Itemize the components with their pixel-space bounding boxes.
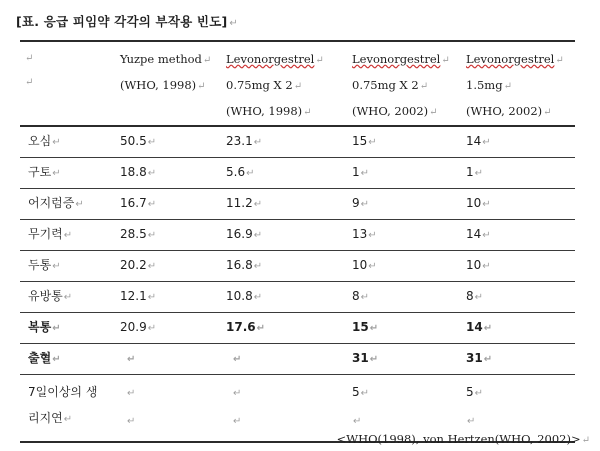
cell-v2: 17.6↵	[222, 313, 348, 344]
cell-v2: 23.1↵	[222, 126, 348, 158]
cell-v4: 8↵	[462, 282, 575, 313]
row-label: 7일이상의 생 리지연↵	[20, 375, 116, 443]
cell-v2: 10.8↵	[222, 282, 348, 313]
cell-v3: 9↵	[348, 189, 462, 220]
row-label: 무기력↵	[20, 220, 116, 251]
cell-v4: 14↵	[462, 126, 575, 158]
cell-v1: 20.2↵	[116, 251, 222, 282]
cell-v4: 10↵	[462, 251, 575, 282]
source-citation: <WHO(1998), von Hertzen(WHO, 2002)>↵	[336, 432, 590, 446]
cell-v3: 8↵	[348, 282, 462, 313]
table-row	[20, 158, 575, 189]
cell-v4: 10↵	[462, 189, 575, 220]
cell-v2: ↵ ↵	[222, 375, 348, 443]
table-row	[20, 126, 575, 158]
cell-v1: 28.5↵	[116, 220, 222, 251]
cell-v4: 31↵	[462, 344, 575, 375]
header-cell-empty: ↵ ↵	[20, 41, 116, 126]
cell-v1: 12.1↵	[116, 282, 222, 313]
cell-v3: 13↵	[348, 220, 462, 251]
cell-v2: 5.6↵	[222, 158, 348, 189]
table-row	[20, 189, 575, 220]
cell-v1: 20.9↵	[116, 313, 222, 344]
cell-v2: ↵	[222, 344, 348, 375]
table-row	[20, 251, 575, 282]
table-row	[20, 313, 575, 344]
cell-v2: 11.2↵	[222, 189, 348, 220]
cell-v3: 31↵	[348, 344, 462, 375]
header-lng-15-2002: Levonorgestrel↵ 1.5mg↵ (WHO, 2002)↵	[462, 41, 575, 126]
row-label: 어지럼증↵	[20, 189, 116, 220]
row-label: 두통↵	[20, 251, 116, 282]
cell-v2: 16.8↵	[222, 251, 348, 282]
cell-v4: 5↵ ↵	[462, 375, 575, 443]
row-label: 복통↵	[20, 313, 116, 344]
cell-v1: ↵ ↵	[116, 375, 222, 443]
row-label: 오심↵	[20, 126, 116, 158]
cell-v2: 16.9↵	[222, 220, 348, 251]
row-label: 유방통↵	[20, 282, 116, 313]
cell-v1: 18.8↵	[116, 158, 222, 189]
cell-v1: 16.7↵	[116, 189, 222, 220]
cell-v1: 50.5↵	[116, 126, 222, 158]
table-row	[20, 282, 575, 313]
row-label: 구토↵	[20, 158, 116, 189]
table-row	[20, 344, 575, 375]
table-title: [표. 응급 피임약 각각의 부작용 빈도] ↵	[16, 14, 238, 29]
row-label: 출혈↵	[20, 344, 116, 375]
header-yuzpe: Yuzpe method↵ (WHO, 1998)↵	[116, 41, 222, 126]
cell-v3: 15↵	[348, 126, 462, 158]
cell-v4: 14↵	[462, 313, 575, 344]
cell-v3: 1↵	[348, 158, 462, 189]
cell-v4: 1↵	[462, 158, 575, 189]
header-row	[20, 41, 575, 126]
header-lng-075-2002: Levonorgestrel↵ 0.75mg X 2↵ (WHO, 2002)↵	[348, 41, 462, 126]
cell-v3: 5↵ ↵	[348, 375, 462, 443]
cell-v4: 14↵	[462, 220, 575, 251]
header-lng-075-1998: Levonorgestrel↵ 0.75mg X 2↵ (WHO, 1998)↵	[222, 41, 348, 126]
cell-v3: 10↵	[348, 251, 462, 282]
cell-v3: 15↵	[348, 313, 462, 344]
table-row	[20, 220, 575, 251]
cell-v1: ↵	[116, 344, 222, 375]
side-effects-table	[20, 40, 575, 443]
